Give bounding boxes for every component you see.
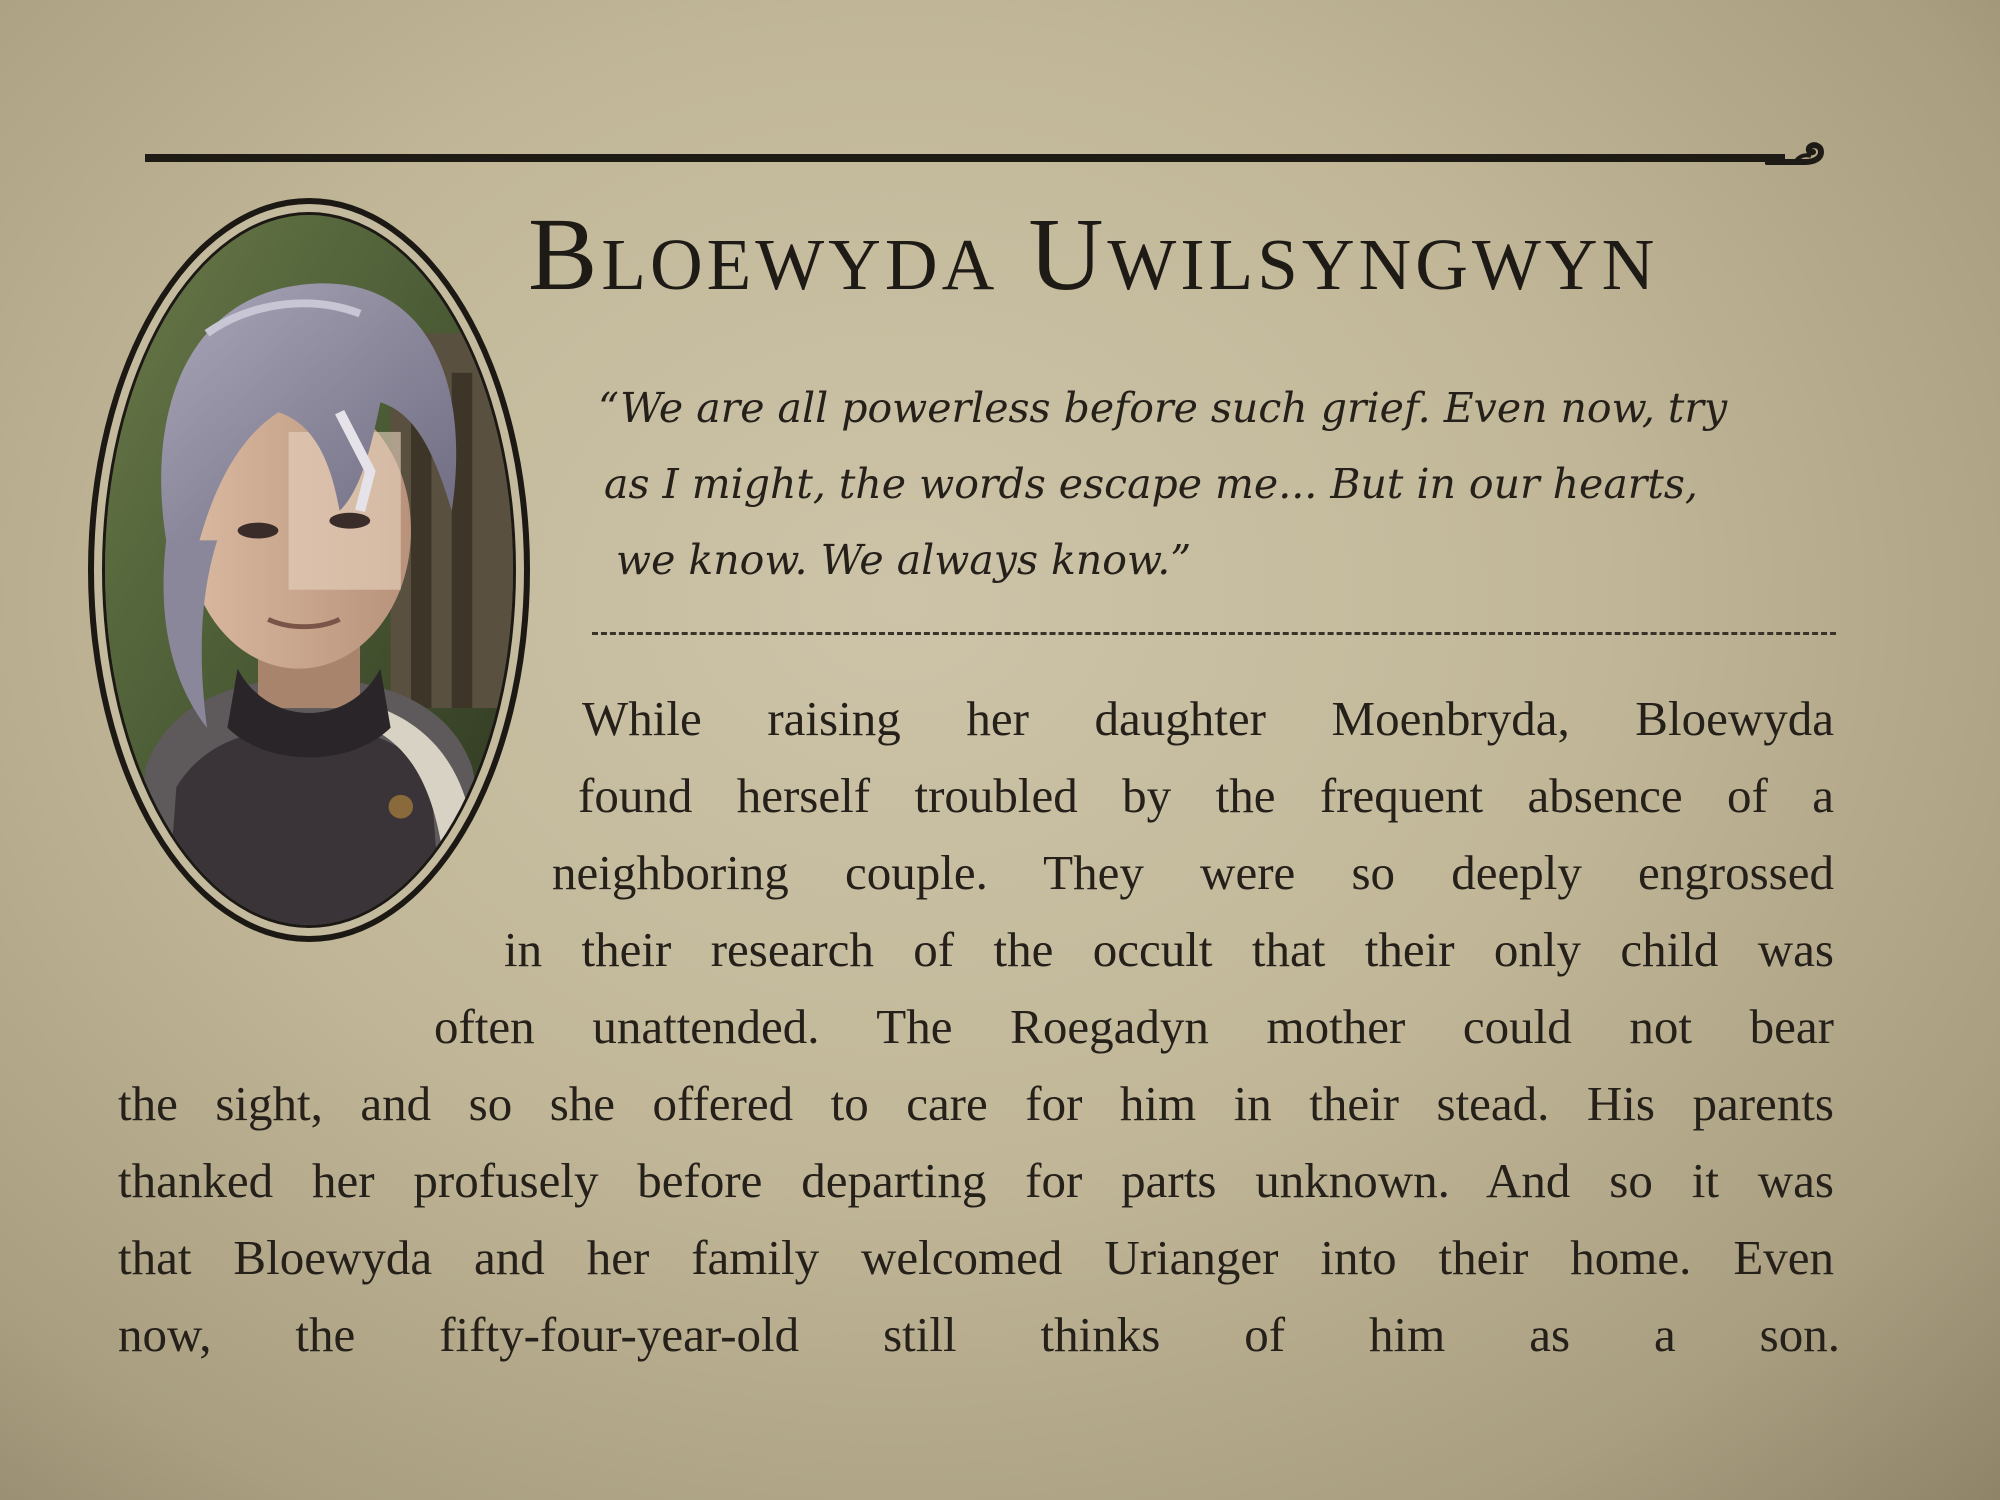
quote-line: we know. We always know.”: [616, 536, 1192, 584]
body-line: that Bloewyda and her family welcomed Urianger into their home. Even: [118, 1230, 1834, 1285]
body-line: While raising her daughter Moenbryda, Bloewyda: [582, 691, 1834, 746]
quote-divider: [592, 632, 1836, 635]
quote-line: as I might, the words escape me... But in our hearts,: [604, 460, 1698, 508]
character-quote: [598, 370, 1838, 598]
biography-text: [0, 680, 1840, 1373]
rule-bar: [145, 154, 1785, 162]
body-line: neighboring couple. They were so deeply engrossed: [552, 845, 1834, 900]
entry-name-heading: Bloewyda Uwilsyngwyn: [528, 197, 1659, 312]
body-line: found herself troubled by the frequent absence of a: [578, 768, 1834, 823]
top-rule: [145, 150, 1825, 164]
body-line: the sight, and so she offered to care for him in their stead. His parents: [118, 1076, 1834, 1131]
body-line: now, the fifty-four-year-old still thinks of him as a son.: [118, 1307, 1840, 1362]
quote-line: “We are all powerless before such grief. Even now, try: [598, 384, 1728, 432]
body-line: thanked her profusely before departing for parts unknown. And so it was: [118, 1153, 1834, 1208]
curl-ornament-icon: [1765, 136, 1825, 168]
body-line: often unattended. The Roegadyn mother could not bear: [434, 999, 1834, 1054]
body-line: in their research of the occult that their only child was: [504, 922, 1834, 977]
